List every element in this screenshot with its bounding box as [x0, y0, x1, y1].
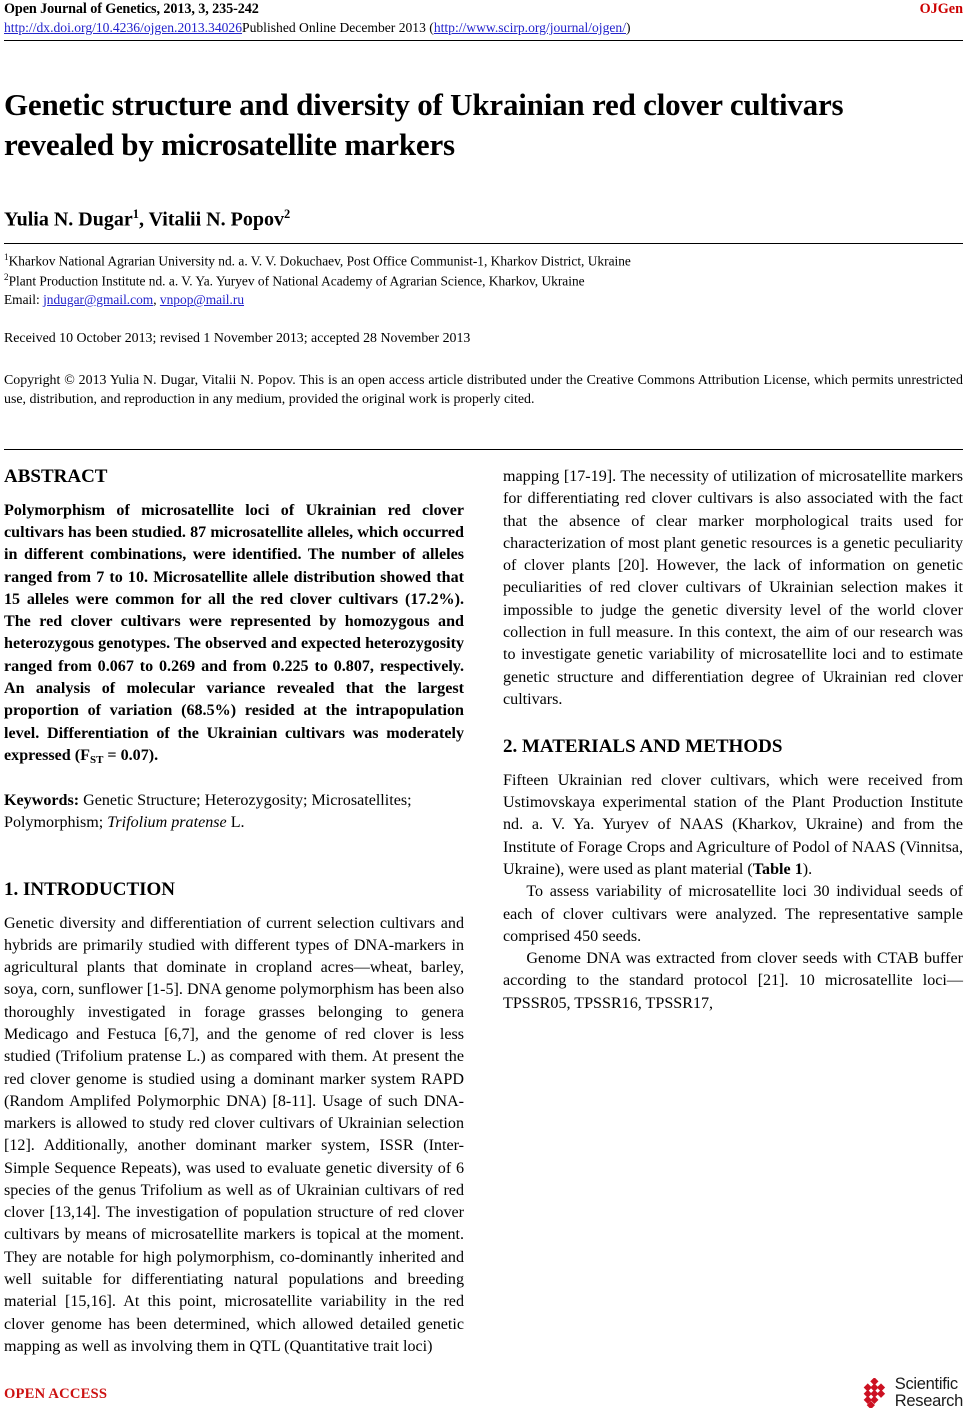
journal-citation-line: Open Journal of Genetics, 2013, 3, 235-242 [4, 1, 259, 17]
doi-link[interactable]: http://dx.doi.org/10.4236/ojgen.2013.34026 [4, 20, 243, 35]
abstract-text-part-2: = 0.07). [103, 746, 159, 764]
author-1-affil-marker: 1 [132, 207, 139, 221]
published-close-paren: ) [626, 20, 631, 35]
keywords-list: Genetic Structure; Heterozygosity; Microsatellites; Polymorphism; [4, 792, 412, 832]
materials-text-c: ). [802, 861, 813, 879]
page-inner [4, 0, 963, 1410]
abstract-heading: ABSTRACT [4, 466, 108, 487]
open-access-badge: OPEN ACCESS [4, 1386, 108, 1402]
column-continuation: Genetic diversity and differentiation of current selection cultivars and hybrids are primarily studied with different types of DNA-markers in agricultural plants that dominate in cropland acres—wheat, barley, soya, corn, sunflower [1-5]. DNA genome polymorphism has been also thoroughly investigated in forage grasses belonging to genera Medicago and Festuca [6,7], and the genome of red clover is less studied (Trifolium pratense L.) as compared with them. At present the red clover genome is studied using a dominant marker system RAPD (Random Amplifed Polymorphic DNA) [8-11]. Usage of such DNA-markers is allowed to study red clover cultivars of Ukrainian selection [12]. Additionally, another dominant marker system, ISSR (Inter-Simple Sequence Repeats), was used to evaluate genetic diversity of 6 species of the genus Trifolium as well as of Ukrainian cultivars of red clover [13,14]. The investigation of population structure of red clover cultivars by means of microsatellite markers is topical at the moment. They are notable for high polymorphism, co-dominantly inherited and well suitable for differentiating natural populations and breeding material [15,16]. At this point, microsatellite variability in the red clover genome has been determined, which allowed detailed genetic mapping as well as involving them in QTL (Quantitative trait loci) [4, 914, 464, 1355]
email-label: Email: [4, 292, 44, 307]
abstract-text [4, 500, 464, 767]
author-2-name: Vitalii N. Popov [148, 208, 284, 231]
publisher-name [895, 1376, 963, 1410]
introduction-paragraph: mapping [17-19]. The necessity of utilization of microsatellite markers for differentiating red clover cultivars is also associated with the fact that the absence of clear marker morphological traits used for characterization of most plant genetic resources is a genetic peculiarity of clover plants [20]. However, the lack of information on genetic peculiarities of red clover cultivars of Ukrainian selection makes it impossible to judge the genetic diversity level of the world clover collection in full measure. In this context, the aim of our research was to investigate genetic variability of microsatellite loci and to estimate genetic structure and differentiation degree of Ukrainian red clover cultivars. [503, 468, 963, 708]
email-link-1[interactable]: jndugar@gmail.com [43, 292, 154, 307]
author-2-affil-marker: 2 [283, 207, 291, 221]
table-1-reference[interactable]: Table 1 [752, 861, 803, 879]
affiliation-1 [4, 251, 963, 271]
section-heading-materials: 2. MATERIALS AND METHODS [503, 736, 783, 758]
keywords-species-italic: Trifolium pratense [107, 814, 227, 832]
author-separator: , [138, 208, 149, 231]
journal-abbrev-label: OJGen [919, 1, 963, 17]
affiliation-2 [4, 271, 963, 291]
publisher-logo [860, 1376, 963, 1410]
affiliation-2-text: Plant Production Institute nd. a. V. Ya. Yuryev of National Academy of Agrarian Science, Kharkov, Ukraine [8, 272, 585, 288]
materials-text-a: Fifteen Ukrainian red clover cultivars, which were received from Ustimovskaya experimental station of the Plant Production Institute nd. a. V. Ya. Yuryev of NAAS (Kharkov, Ukraine) and from the Institute of Forage Crops and Agriculture of Podol of NAAS (Vinnitsa, Ukraine), were used as plant material ( [503, 771, 963, 879]
publisher-name-line-2: Research [894, 1391, 963, 1410]
materials-paragraph-3: Genome DNA was extracted from clover seeds with CTAB buffer according to the standard protocol [21]. 10 microsatellite loci—TPSSR05, TPSSR16, TPSSR17, [503, 950, 963, 1012]
email-separator: , [153, 292, 160, 307]
affiliations-block [4, 251, 963, 309]
keywords-label: Keywords: [4, 792, 80, 810]
journal-site-link[interactable]: http://www.scirp.org/journal/ojgen/ [433, 20, 626, 35]
header-divider [4, 40, 963, 41]
keywords-tail: L. [226, 814, 245, 832]
publisher-name-line-1: Scientific [894, 1375, 958, 1393]
author-list [4, 207, 290, 232]
meta-divider [4, 449, 963, 450]
column-right [503, 466, 963, 1015]
author-divider [4, 243, 963, 244]
abstract-text-part-1: Polymorphism of microsatellite loci of Ukrainian red clover cultivars has been studied. 87 microsatellite alleles, which occurred in different combinations, were identified. The number of alleles ranged from 7 to 10. Microsatellite allele distribution showed that 15 alleles were common for all the red clover cultivars (17.2%). The red clover cultivars were represented by homozygous and heterozygous genotypes. The observed and expected heterozygosity ranged from 0.067 to 0.269 and from 0.225 to 0.807, respectively. An analysis of molecular variance revealed that the largest proportion of variation (68.5%) resided at the intrapopulation level. Differentiation of the Ukrainian cultivars was moderately expressed (F [4, 501, 464, 764]
keywords-line [4, 790, 464, 835]
section-heading-introduction: 1. INTRODUCTION [4, 878, 176, 900]
published-online-text: Published Online December 2013 ( [242, 20, 434, 35]
scirp-diamond-icon [860, 1378, 890, 1408]
doi-line [4, 20, 631, 36]
email-link-2[interactable]: vnpop@mail.ru [159, 292, 245, 307]
affiliation-1-marker: 1 [4, 252, 9, 262]
author-1-name: Yulia N. Dugar [4, 208, 133, 231]
column-left [4, 466, 464, 1358]
running-head [4, 0, 963, 40]
page-title: Genetic structure and diversity of Ukrainian red clover cultivars revealed by microsatellite markers [4, 87, 844, 163]
received-dates: Received 10 October 2013; revised 1 November 2013; accepted 28 November 2013 [4, 331, 471, 346]
materials-paragraph-1 [503, 770, 963, 881]
affiliation-2-marker: 2 [4, 271, 9, 282]
fst-subscript: ST [89, 753, 104, 766]
copyright-notice: Copyright © 2013 Yulia N. Dugar, Vitalii N. Popov. This is an open access article distributed under the Creative Commons Attribution License, which permits unrestricted use, distribution, and reproduction in any medium, provided the original work is properly cited. [4, 373, 963, 408]
email-line [4, 290, 963, 309]
affiliation-1-text: Kharkov National Agrarian University nd. a. V. V. Dokuchaev, Post Office Communist-1, Kharkov District, Ukraine [8, 253, 631, 269]
materials-paragraph-2: To assess variability of microsatellite loci 30 individual seeds of each of clover cultivars were analyzed. The representative sample comprised 450 seeds. [503, 883, 963, 945]
title-block [4, 85, 944, 166]
